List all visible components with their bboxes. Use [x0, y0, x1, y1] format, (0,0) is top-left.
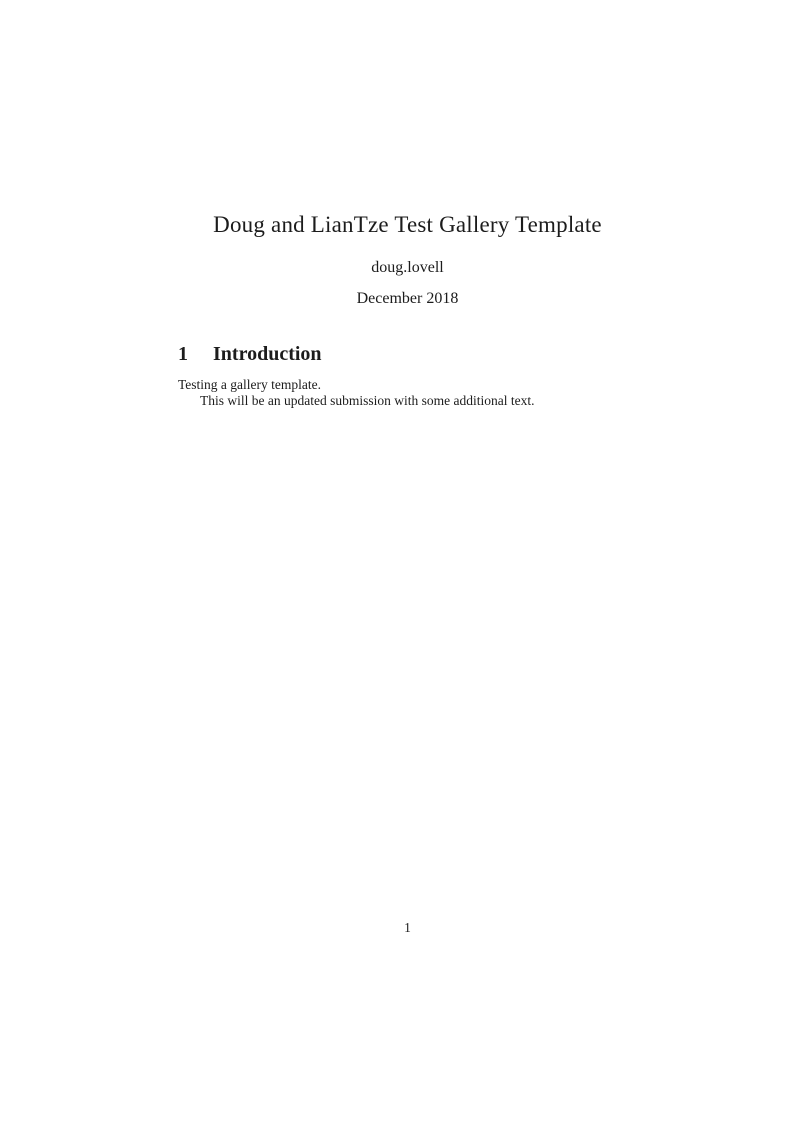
section-number: 1 [178, 343, 188, 365]
section-body [178, 377, 637, 409]
section-title: Introduction [213, 343, 322, 365]
section-heading [178, 342, 322, 366]
document-author: doug.lovell [371, 259, 444, 276]
paragraph: Testing a gallery template. [178, 377, 322, 392]
paragraph: This will be an updated submission with some additional text. [200, 393, 535, 408]
text-column [178, 0, 637, 1123]
document-title: Doug and LianTze Test Gallery Template [213, 212, 602, 237]
document-date: December 2018 [356, 290, 459, 307]
page-number: 1 [404, 920, 411, 935]
